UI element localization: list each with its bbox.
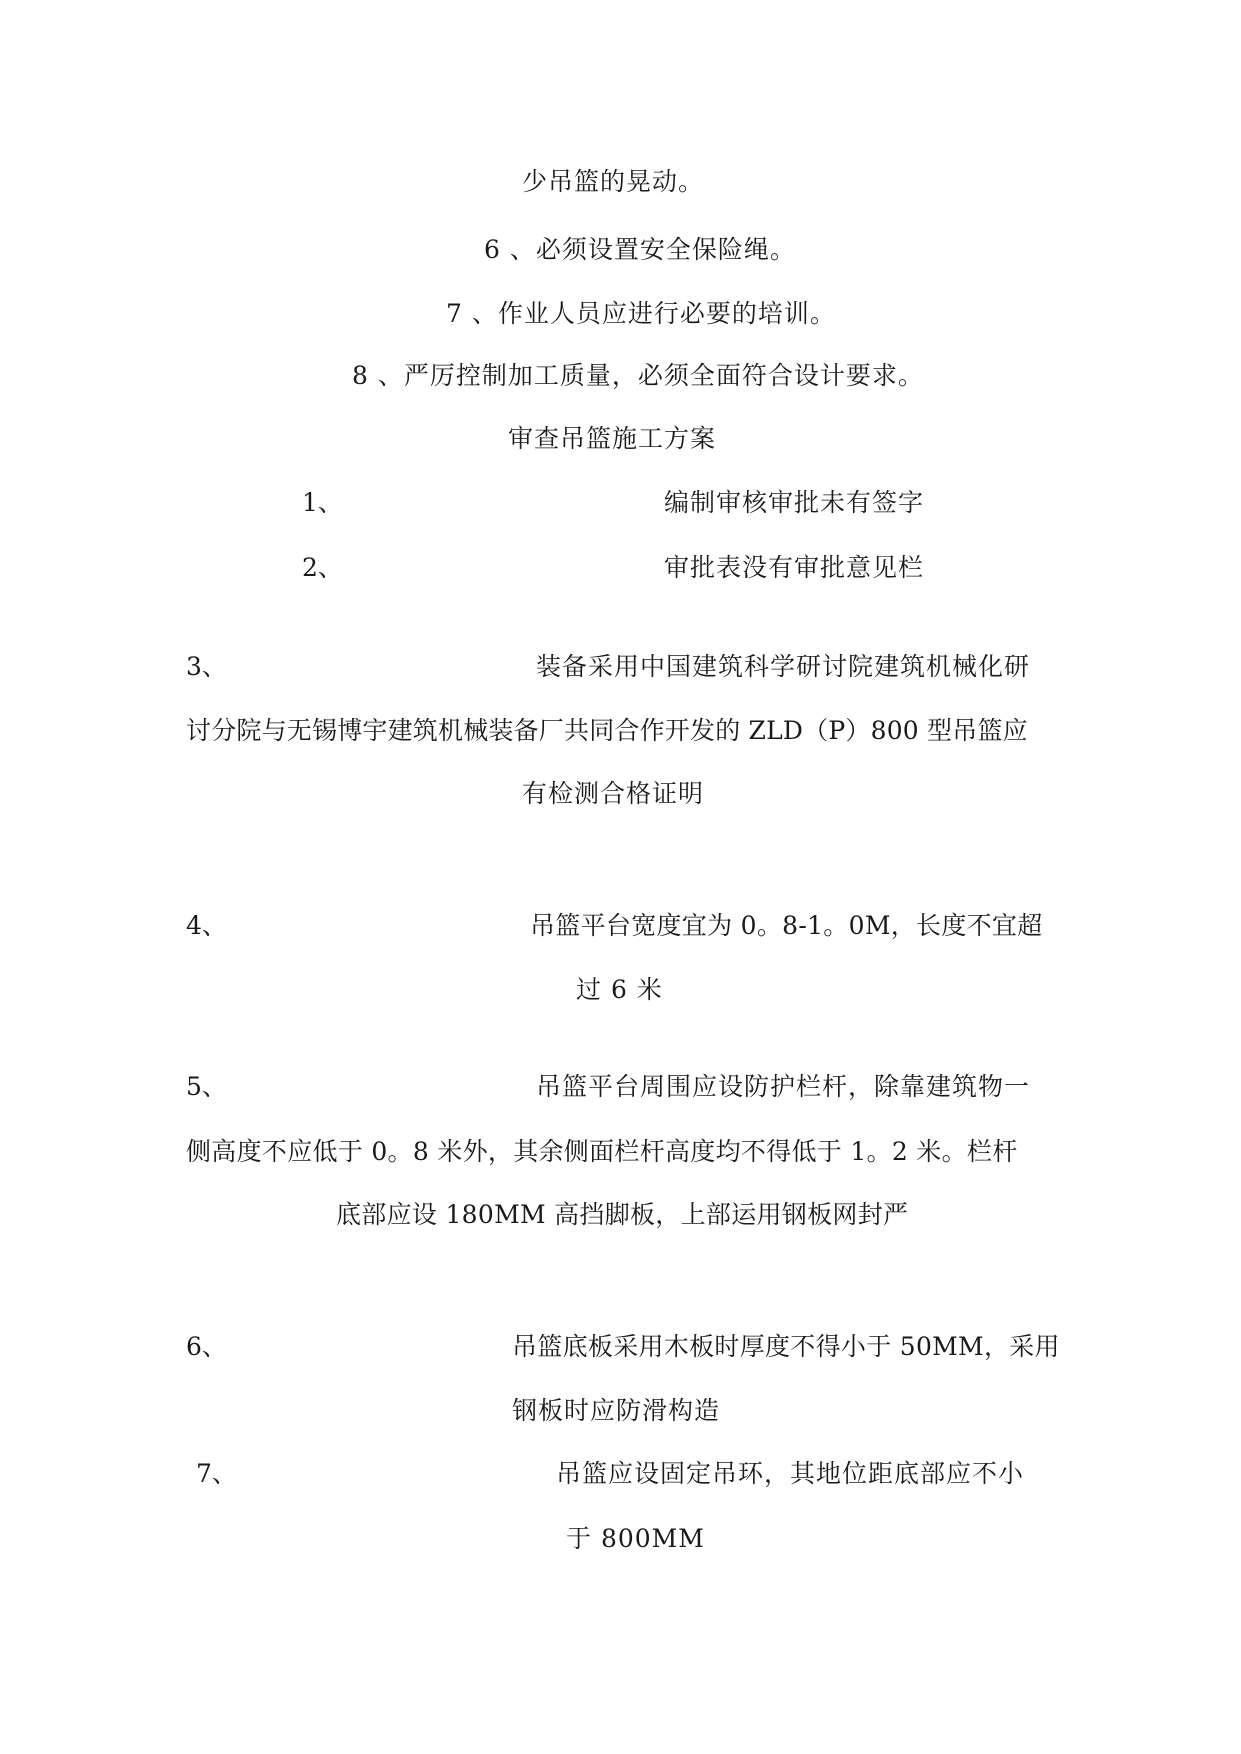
item-number: 5、 (186, 1072, 227, 1101)
text-line: 6 、必须设置安全保险绳。 (484, 235, 796, 264)
item-number: 1、 (302, 488, 343, 517)
item-text: 吊篮应设固定吊环，其地位距底部应不小 (556, 1459, 1025, 1488)
item-text: 编制审核审批未有签字 (664, 488, 925, 517)
item-text: 钢板时应防滑构造 (512, 1396, 721, 1425)
item-number: 3、 (186, 652, 227, 681)
item-number: 4、 (186, 911, 227, 940)
item-text: 于 800MM (566, 1524, 705, 1553)
text-line: 7 、作业人员应进行必要的培训。 (446, 299, 836, 328)
item-text: 吊篮底板采用木板时厚度不得小于 50MM，采用 (512, 1332, 1060, 1361)
section-heading: 审查吊篮施工方案 (508, 424, 717, 453)
item-number: 2、 (302, 553, 343, 582)
item-text: 吊篮平台周围应设防护栏杆，除靠建筑物一 (536, 1072, 1031, 1101)
text-line: 8 、严厉控制加工质量，必须全面符合设计要求。 (352, 361, 924, 390)
item-text: 装备采用中国建筑科学研讨院建筑机械化研 (536, 652, 1031, 681)
item-text: 讨分院与无锡博宇建筑机械装备厂共同合作开发的 ZLD（P）800 型吊篮应 (186, 716, 1028, 745)
item-text: 吊篮平台宽度宜为 0。8-1。0M，长度不宜超 (530, 911, 1043, 940)
item-text: 过 6 米 (576, 975, 663, 1004)
item-number: 6、 (186, 1332, 227, 1361)
item-text: 审批表没有审批意见栏 (664, 553, 925, 582)
item-number: 7、 (196, 1459, 237, 1488)
item-text: 侧高度不应低于 0。8 米外，其余侧面栏杆高度均不得低于 1。2 米。栏杆 (186, 1137, 1018, 1166)
item-text: 有检测合格证明 (522, 779, 705, 808)
text-line: 少吊篮的晃动。 (522, 167, 705, 196)
item-text: 底部应设 180MM 高挡脚板，上部运用钢板网封严 (336, 1200, 909, 1229)
